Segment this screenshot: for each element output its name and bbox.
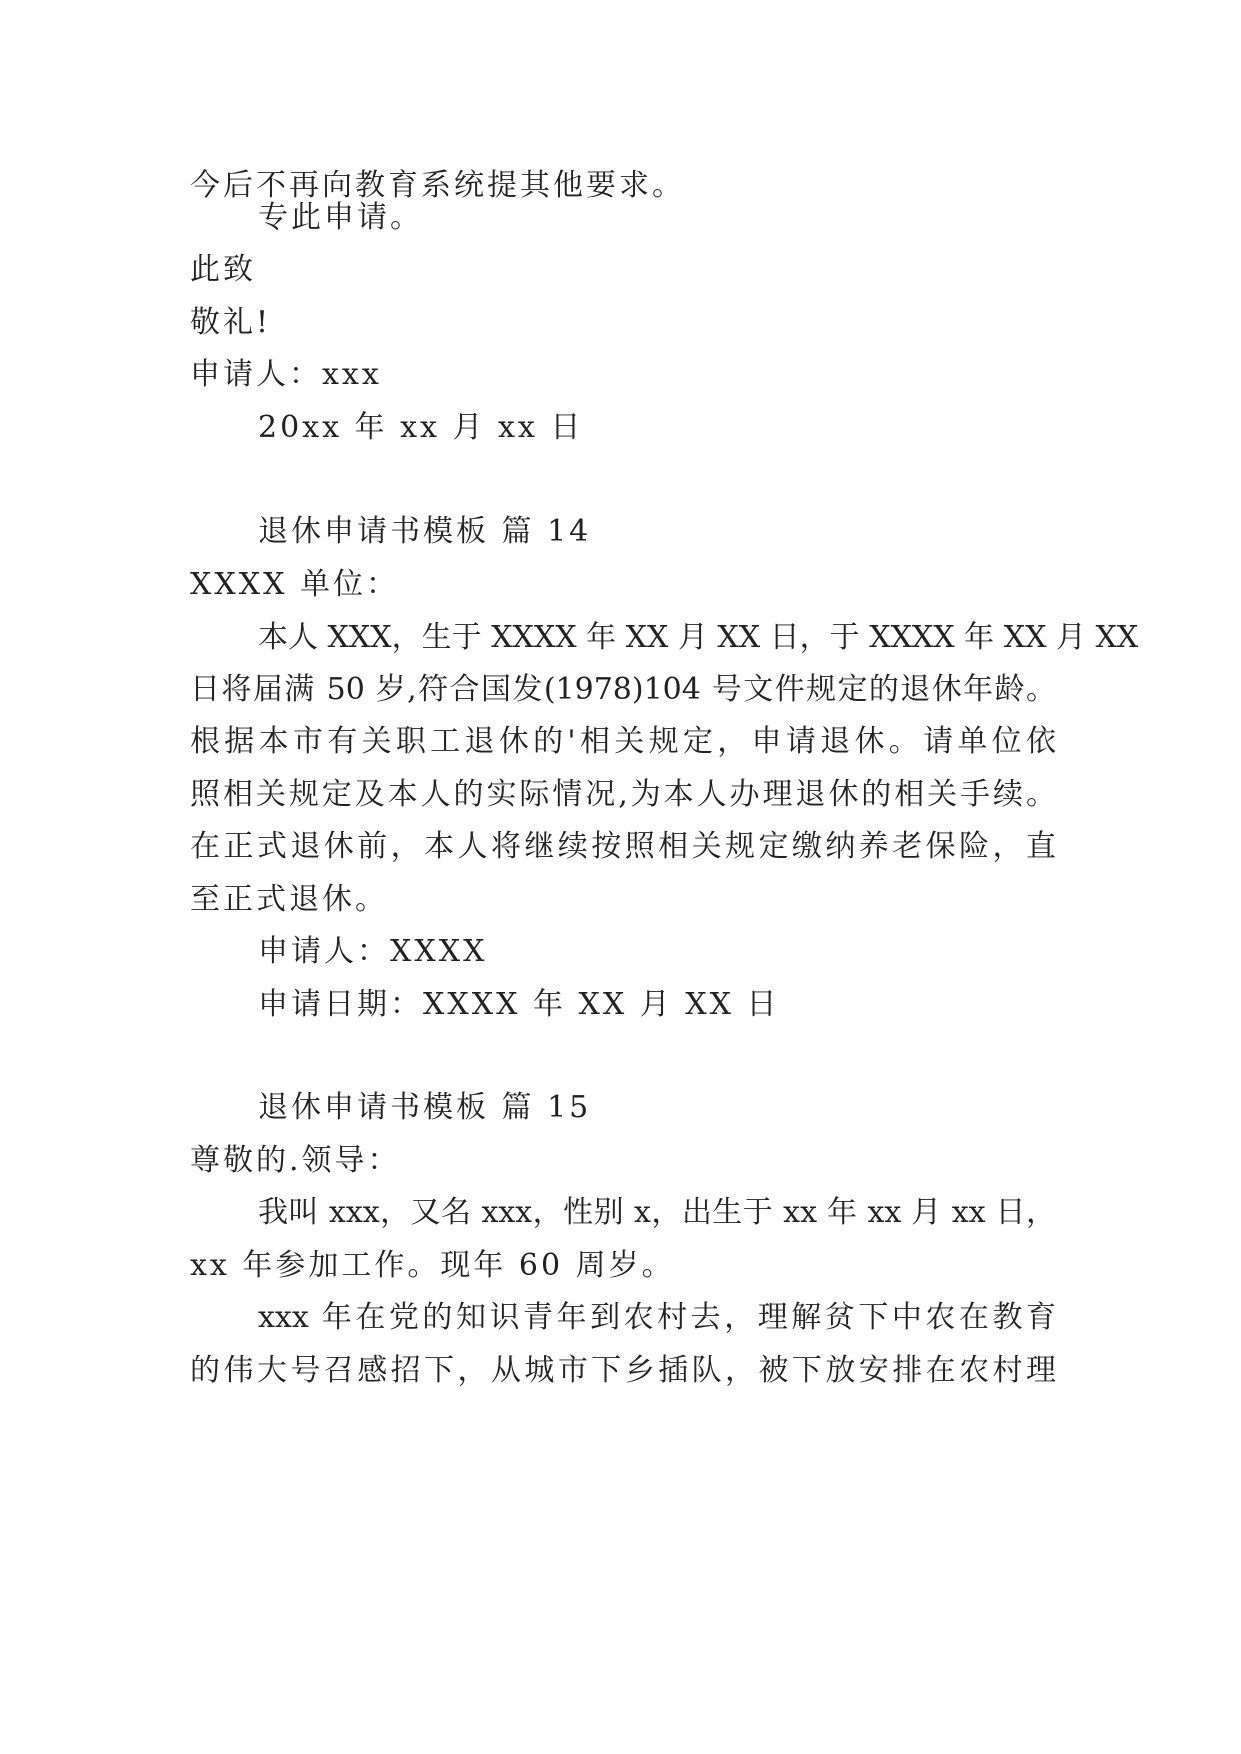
body-text-line: 照相关规定及本人的实际情况,为本人办理退休的相关手续。 bbox=[190, 777, 1056, 812]
salutation-line: 敬礼! bbox=[190, 305, 272, 340]
body-text-line: 本人 XXX，生于 XXXX 年 XX 月 XX 日，于 XXXX 年 XX 月 XX bbox=[258, 620, 1139, 655]
addressee-line: 尊敬的.领导： bbox=[190, 1143, 401, 1178]
date-line: 申请日期：XXXX 年 XX 月 XX 日 bbox=[258, 987, 780, 1022]
body-text-line: 我叫 xxx，又名 xxx，性别 x，出生于 xx 年 xx 月 xx 日， bbox=[258, 1195, 1056, 1230]
date-line: 20xx 年 xx 月 xx 日 bbox=[258, 410, 584, 445]
addressee-line: XXXX 单位： bbox=[190, 567, 399, 602]
section-heading: 退休申请书模板 篇 14 bbox=[258, 514, 592, 549]
body-text-line: xxx 年在党的知识青年到农村去，理解贫下中农在教育 bbox=[258, 1300, 1056, 1335]
body-text-line: 的伟大号召感招下，从城市下乡插队，被下放安排在农村理 bbox=[190, 1353, 1056, 1388]
closing-phrase: 专此申请。 bbox=[258, 200, 423, 235]
body-text-line: xx 年参加工作。现年 60 周岁。 bbox=[190, 1248, 675, 1283]
body-text-line: 今后不再向教育系统提其他要求。 bbox=[190, 168, 685, 203]
body-text-line: 至正式退休。 bbox=[190, 882, 388, 917]
salutation-line: 此致 bbox=[190, 252, 256, 287]
body-text-line: 根据本市有关职工退休的'相关规定，申请退休。请单位依 bbox=[190, 724, 1056, 759]
body-text-line: 在正式退休前，本人将继续按照相关规定缴纳养老保险，直 bbox=[190, 829, 1056, 864]
body-text-line: 日将届满 50 岁,符合国发(1978)104 号文件规定的退休年龄。 bbox=[190, 672, 1056, 707]
section-heading: 退休申请书模板 篇 15 bbox=[258, 1090, 592, 1125]
applicant-signature: 申请人：XXXX bbox=[258, 934, 488, 969]
applicant-signature: 申请人：xxx bbox=[190, 357, 382, 392]
